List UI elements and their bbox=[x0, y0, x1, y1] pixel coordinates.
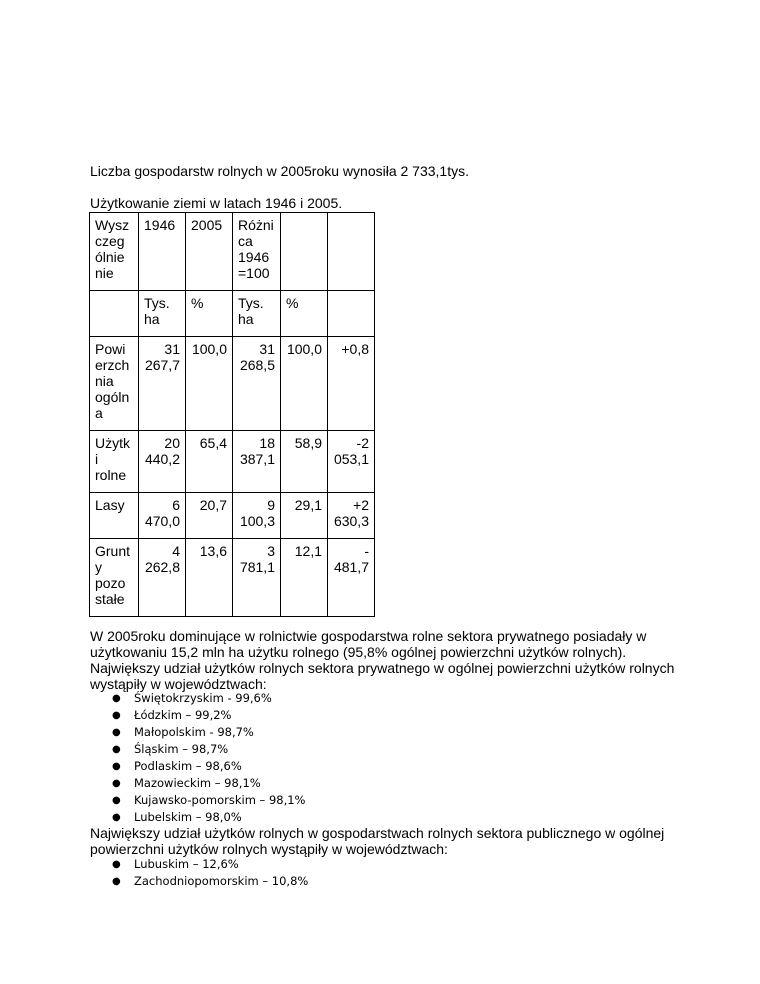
row-label: Grunt y pozo stałe bbox=[90, 539, 139, 617]
list-item: ● Podlaskim – 98,6% bbox=[90, 758, 306, 775]
table-cell: 18 387,1 bbox=[233, 431, 281, 493]
unit-cell: % bbox=[186, 291, 233, 337]
unit-cell bbox=[328, 291, 375, 337]
table-cell: 100,0 bbox=[186, 337, 233, 431]
table-cell: 3 781,1 bbox=[233, 539, 281, 617]
row-label: Lasy bbox=[90, 493, 139, 539]
header-cell bbox=[281, 213, 328, 291]
list-item: ● Świętokrzyskim - 99,6% bbox=[90, 690, 306, 707]
private-sector-paragraph: W 2005roku dominujące w rolnictwie gospodarstwa rolne sektora prywatnego posiadały w użytkowaniu 15,2 mln ha użytku rolnego (95,8% ogólnej powierzchni użytków rolnych). Największy udział użytków rolnych sektora prywatnego w ogólnej powierzchni użytków rolnych wystąpiły w województwach: bbox=[90, 628, 675, 692]
table-header-row bbox=[90, 213, 375, 291]
table-cell: 6 470,0 bbox=[139, 493, 186, 539]
unit-cell: Tys. ha bbox=[233, 291, 281, 337]
land-use-table bbox=[89, 212, 375, 617]
table-row bbox=[90, 337, 375, 431]
header-cell: 1946 bbox=[139, 213, 186, 291]
header-cell: Wysz czeg ólnie nie bbox=[90, 213, 139, 291]
list-item: ● Śląskim – 98,7% bbox=[90, 741, 306, 758]
table-cell: 20,7 bbox=[186, 493, 233, 539]
table-row bbox=[90, 431, 375, 493]
table-cell: 31 268,5 bbox=[233, 337, 281, 431]
list-item: ● Lubelskim – 98,0% bbox=[90, 809, 306, 826]
table-row bbox=[90, 493, 375, 539]
header-cell bbox=[328, 213, 375, 291]
table-cell: 20 440,2 bbox=[139, 431, 186, 493]
list-item: ● Lubuskim – 12,6% bbox=[90, 856, 308, 873]
public-sector-list bbox=[90, 856, 308, 890]
row-label: Użytk i rolne bbox=[90, 431, 139, 493]
table-cell: 12,1 bbox=[281, 539, 328, 617]
table-cell: 13,6 bbox=[186, 539, 233, 617]
unit-cell: Tys. ha bbox=[139, 291, 186, 337]
intro-text: Liczba gospodarstw rolnych w 2005roku wynosiła 2 733,1tys. bbox=[90, 163, 469, 179]
table-unit-row bbox=[90, 291, 375, 337]
unit-cell: % bbox=[281, 291, 328, 337]
table-cell: 9 100,3 bbox=[233, 493, 281, 539]
table-cell: 29,1 bbox=[281, 493, 328, 539]
table-cell: 4 262,8 bbox=[139, 539, 186, 617]
table-row bbox=[90, 539, 375, 617]
table-cell: 100,0 bbox=[281, 337, 328, 431]
table-cell: 31 267,7 bbox=[139, 337, 186, 431]
table-cell: - 481,7 bbox=[328, 539, 375, 617]
table-cell: +0,8 bbox=[328, 337, 375, 431]
list-item: ● Mazowieckim – 98,1% bbox=[90, 775, 306, 792]
table-caption: Użytkowanie ziemi w latach 1946 i 2005. bbox=[90, 195, 343, 211]
header-cell: Różni ca 1946 =100 bbox=[233, 213, 281, 291]
row-label: Powi erzch nia ogóln a bbox=[90, 337, 139, 431]
table-cell: 65,4 bbox=[186, 431, 233, 493]
header-cell: 2005 bbox=[186, 213, 233, 291]
table-cell: 58,9 bbox=[281, 431, 328, 493]
list-item: ● Małopolskim - 98,7% bbox=[90, 724, 306, 741]
list-item: ● Kujawsko-pomorskim – 98,1% bbox=[90, 792, 306, 809]
table-cell: -2 053,1 bbox=[328, 431, 375, 493]
table-cell: +2 630,3 bbox=[328, 493, 375, 539]
public-sector-paragraph: Największy udział użytków rolnych w gospodarstwach rolnych sektora publicznego w ogólnej powierzchni użytków rolnych wystąpiły w województwach: bbox=[90, 825, 665, 857]
list-item: ● Łódzkim – 99,2% bbox=[90, 707, 306, 724]
list-item: ● Zachodniopomorskim – 10,8% bbox=[90, 873, 308, 890]
private-sector-list bbox=[90, 690, 306, 826]
unit-cell bbox=[90, 291, 139, 337]
